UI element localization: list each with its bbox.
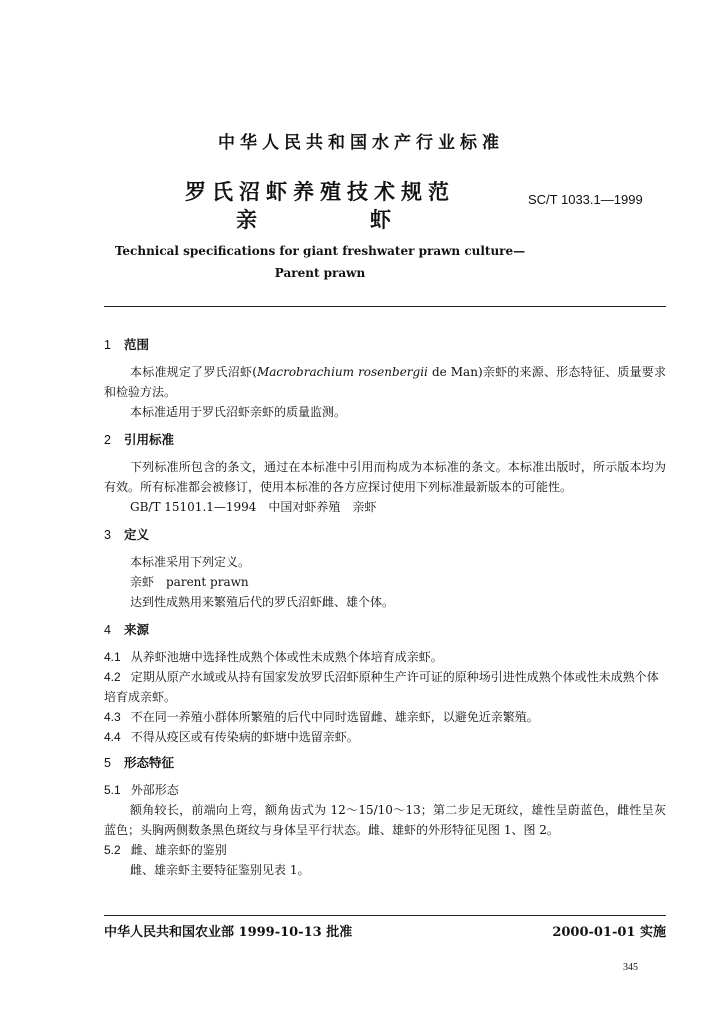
section-1-paragraph-1 — [104, 362, 666, 402]
page-number: 345 — [623, 962, 638, 973]
clause-5-2-text: 雌、雄亲虾主要特征鉴别见表 1。 — [130, 863, 310, 877]
clause-text: 定期从原产水域或从持有国家发放罗氏沼虾原种生产许可证的原种场引进性成熟个体或性未成熟个体培育成亲虾。 — [104, 670, 659, 704]
clause-number: 5.2 — [104, 843, 121, 857]
implementation-date: 2000-01-01 实施 — [552, 925, 666, 940]
section-title: 形态特征 — [124, 755, 175, 770]
clause-title: 雌、雄亲虾的鉴别 — [130, 843, 227, 857]
section-heading-1 — [104, 335, 149, 353]
clause-title: 外部形态 — [130, 783, 179, 797]
standard-code: SC/T 1033.1—1999 — [528, 192, 643, 207]
clause-text: 从养虾池塘中选择性成熟个体或性未成熟个体培育成亲虾。 — [130, 650, 443, 664]
section-3-paragraph-1: 本标准采用下列定义。 — [130, 555, 251, 569]
section-title: 来源 — [124, 622, 150, 637]
section-2-reference: GB/T 15101.1—1994 中国对虾养殖 亲虾 — [130, 500, 377, 514]
section-number: 5 — [104, 756, 111, 770]
clause-number: 5.1 — [104, 783, 121, 797]
clause-number: 4.4 — [104, 730, 121, 744]
text-run: 本标准规定了罗氏沼虾( — [130, 365, 257, 379]
clause-5-1-heading — [104, 780, 666, 800]
clause-4-3 — [104, 707, 666, 727]
section-title: 引用标准 — [124, 432, 175, 447]
document-subtitle-right: 虾 — [370, 207, 391, 232]
section-heading-4 — [104, 620, 149, 638]
section-1-paragraph-2: 本标准适用于罗氏沼虾亲虾的质量监测。 — [130, 405, 347, 419]
clause-number: 4.3 — [104, 710, 121, 724]
clause-text: 不在同一养殖小群体所繁殖的后代中同时选留雌、雄亲虾，以避免近亲繁殖。 — [130, 710, 539, 724]
ministry-standard-title: 中华人民共和国水产行业标准 — [218, 133, 504, 153]
section-heading-5 — [104, 753, 174, 771]
document-title: 罗氏沼虾养殖技术规范 — [185, 179, 455, 204]
section-heading-3 — [104, 525, 149, 543]
latin-name: Macrobrachium rosenbergii — [256, 365, 428, 379]
clause-number: 4.1 — [104, 650, 121, 664]
english-title — [0, 240, 640, 284]
clause-number: 4.2 — [104, 670, 121, 684]
section-number: 4 — [104, 623, 111, 637]
clause-text: 不得从疫区或有传染病的虾塘中选留亲虾。 — [130, 730, 359, 744]
section-3-definition: 达到性成熟用来繁殖后代的罗氏沼虾雌、雄个体。 — [130, 595, 395, 609]
clause-4-2 — [104, 667, 666, 707]
english-title-line1: Technical specifications for giant freshwater prawn culture— — [114, 244, 526, 258]
section-title: 范围 — [124, 337, 150, 352]
section-2-paragraph-1: 下列标准所包含的条文，通过在本标准中引用而构成为本标准的条文。本标准出版时，所示版本均为有效。所有标准都会被修订，使用本标准的各方应探讨使用下列标准最新版本的可能性。 — [104, 460, 666, 494]
section-number: 1 — [104, 338, 111, 352]
text-run: de Man)亲虾的来源、形态特征、质量要求和检验方法。 — [104, 365, 667, 399]
approval-date: 中华人民共和国农业部 1999-10-13 批准 — [104, 925, 353, 940]
section-3-term: 亲虾 parent prawn — [130, 575, 249, 589]
section-number: 3 — [104, 528, 111, 542]
section-heading-2 — [104, 430, 174, 448]
section-number: 2 — [104, 433, 111, 447]
document-subtitle-left: 亲 — [236, 207, 257, 232]
footer-divider — [104, 915, 666, 916]
clause-4-1 — [104, 647, 666, 667]
clause-5-2-heading — [104, 840, 666, 860]
header-divider — [104, 306, 666, 307]
clause-5-1-text: 额角较长，前端向上弯，额角齿式为 12～15/10～13；第二步足无斑纹，雄性呈蔚蓝色，雌性呈灰蓝色；头胸两侧数条黑色斑纹与身体呈平行状态。雌、雄虾的外形特征见图 1、图 2。 — [104, 803, 666, 837]
section-title: 定义 — [124, 527, 150, 542]
clause-4-4 — [104, 727, 666, 747]
english-title-line2: Parent prawn — [274, 266, 366, 280]
